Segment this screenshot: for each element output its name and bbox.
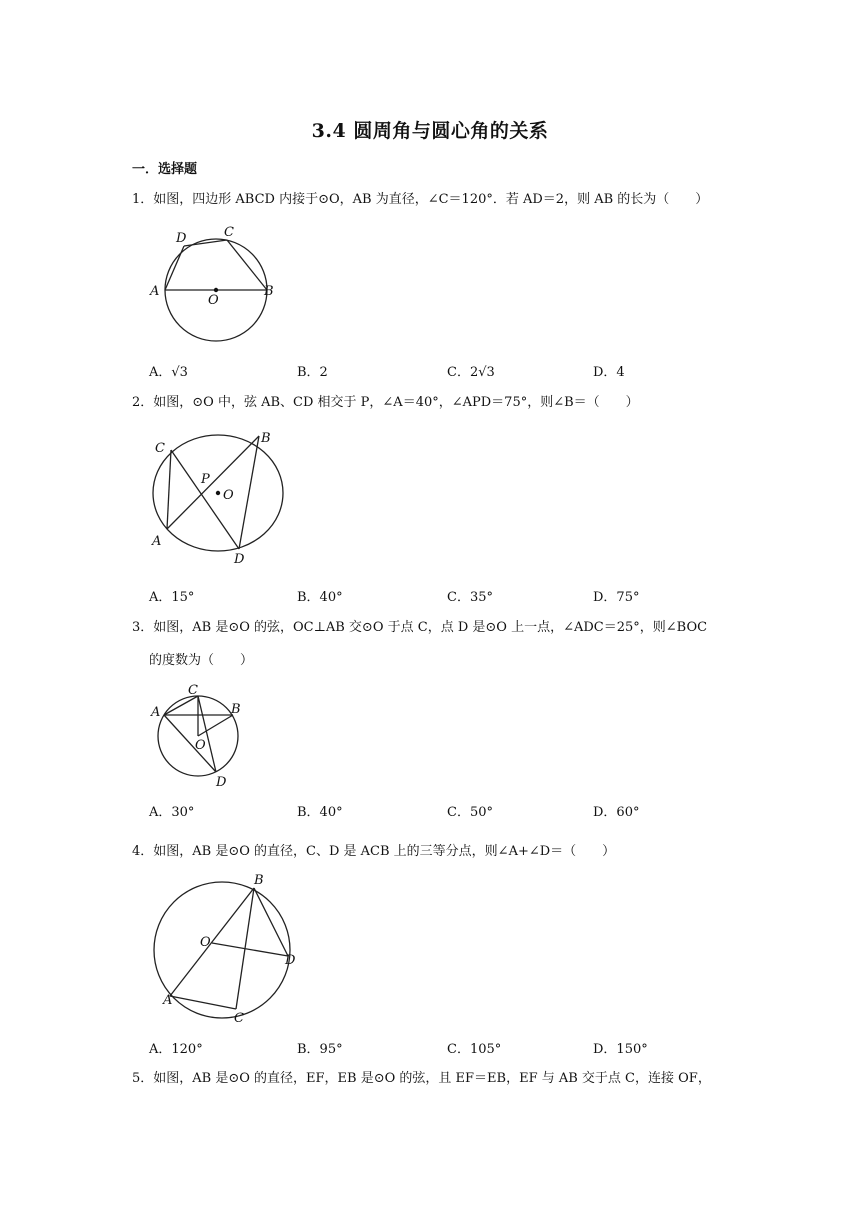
question-4-figure [150,870,310,1030]
q1-label-c: C [224,225,234,240]
q3-option-a[interactable]: A．30° [149,805,195,820]
q2-label-c: C [155,441,165,456]
q1-option-d[interactable]: D．4 [593,365,625,380]
question-3-text: 3．如图，AB 是⊙O 的弦，OC⊥AB 交⊙O 于点 C，点 D 是⊙O 上一点，∠ADC＝25°，则∠BOC [132,620,708,635]
q4-label-o: O [200,935,211,950]
q4-label-c: C [234,1011,244,1026]
q2-label-a: A [152,534,162,549]
q2-label-p: P [201,472,210,487]
question-1-text: 1．如图，四边形 ABCD 内接于⊙O，AB 为直径，∠C＝120°．若 AD＝2，则 AB 的长为（ ） [132,192,709,207]
q1-option-a[interactable]: A．√3 [149,365,188,380]
q2-label-o: O [223,488,234,503]
q2-option-d[interactable]: D．75° [593,590,640,605]
q1-label-o: O [208,293,219,308]
q2-option-c[interactable]: C．35° [447,590,493,605]
q3-label-c: C [188,683,198,698]
q2-label-d: D [234,552,245,567]
q4-label-b: B [254,873,264,888]
question-2-figure [145,425,295,570]
q3-option-c[interactable]: C．50° [447,805,493,820]
q1-label-a: A [150,284,160,299]
question-3-text-line2: 的度数为（ ） [149,653,254,668]
page-title: 3.4 圆周角与圆心角的关系 [311,120,549,142]
q1-option-b[interactable]: B．2 [297,365,328,380]
question-3-figure [148,680,248,790]
question-1-figure [140,220,290,350]
q3-option-b[interactable]: B．40° [297,805,343,820]
q3-label-a: A [151,705,161,720]
q4-label-d: D [285,953,296,968]
section-heading: 一．选择题 [132,162,198,177]
q2-option-a[interactable]: A．15° [149,590,195,605]
q4-option-a[interactable]: A．120° [149,1042,203,1057]
question-5-text: 5．如图，AB 是⊙O 的直径，EF，EB 是⊙O 的弦，且 EF＝EB，EF 与 AB 交于点 C，连接 OF， [132,1071,711,1086]
q4-option-d[interactable]: D．150° [593,1042,648,1057]
q3-label-b: B [231,702,241,717]
q4-label-a: A [163,993,173,1008]
q3-label-o: O [195,738,206,753]
q1-option-c[interactable]: C．2√3 [447,365,495,380]
q2-label-b: B [261,431,271,446]
question-2-text: 2．如图，⊙O 中，弦 AB、CD 相交于 P，∠A＝40°，∠APD＝75°，则∠B＝（ ） [132,395,639,410]
q4-option-b[interactable]: B．95° [297,1042,343,1057]
q1-label-b: B [264,284,274,299]
q3-label-d: D [216,775,227,790]
question-4-text: 4．如图，AB 是⊙O 的直径，C、D 是 ACB 上的三等分点，则∠A+∠D＝（ ） [132,844,616,859]
q3-option-d[interactable]: D．60° [593,805,640,820]
q4-option-c[interactable]: C．105° [447,1042,502,1057]
q2-option-b[interactable]: B．40° [297,590,343,605]
q1-label-d: D [176,231,187,246]
